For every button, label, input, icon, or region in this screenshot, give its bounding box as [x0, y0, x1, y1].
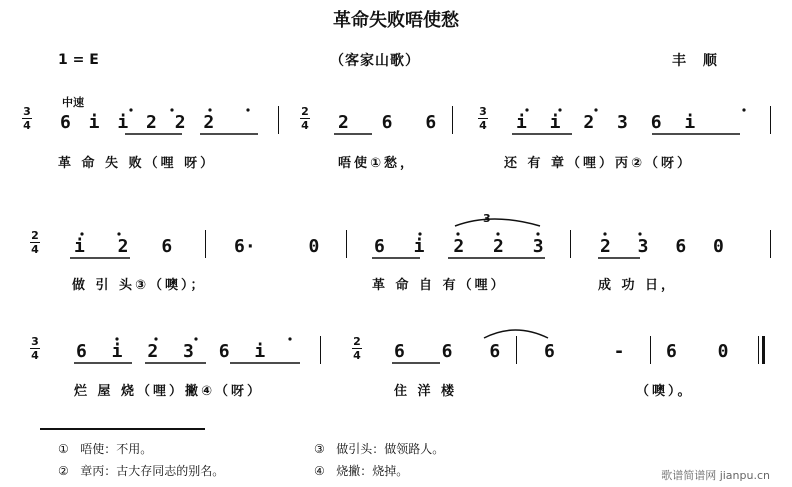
time-signature: 2 4 — [353, 335, 361, 362]
time-signature: 2 4 — [31, 229, 39, 256]
measure-notes: 6 6 6 — [394, 341, 501, 362]
triplet-mark: 3 — [483, 212, 491, 225]
footnote-2: ② 章丙：古大存同志的别名。 — [58, 464, 225, 478]
lyric-line: （噢）。 — [636, 384, 694, 399]
measure-notes: 6 i 2 3 6 i — [76, 341, 266, 362]
lyric-line: 唔使①愁， — [338, 156, 417, 171]
measure-notes: 6· 0 — [234, 236, 320, 257]
lyric-line: 住 洋 楼 — [394, 384, 458, 399]
time-signature: 3 4 — [479, 105, 487, 132]
measure-notes: 6 i i 2 2 2 — [60, 112, 215, 133]
lyric-line: 成 功 日， — [598, 278, 678, 293]
lyric-line: 革 命 失 败（哩 呀） — [58, 156, 217, 171]
measure-notes: 2 6 6 — [338, 112, 437, 133]
footnote-4: ④ 烧撇：烧掉。 — [314, 464, 409, 478]
tempo-marking: 中速 — [62, 96, 84, 109]
measure-notes: i i 2 3 6 i — [516, 112, 696, 133]
time-signature: 3 4 — [23, 105, 31, 132]
measure-notes: 6 0 — [666, 341, 729, 362]
measure-notes: i 2 6 — [74, 236, 173, 257]
footnote-rule — [40, 428, 205, 430]
time-signature: 3 4 — [31, 335, 39, 362]
measure-notes: 6 i 2 2 3 — [374, 236, 544, 257]
author: 丰 顺 — [672, 53, 723, 69]
time-signature: 2 4 — [301, 105, 309, 132]
footnote-3: ③ 做引头：做领路人。 — [314, 442, 445, 456]
lyric-line: 还 有 章（哩）丙②（呀） — [504, 156, 694, 171]
watermark: 歌谱简谱网 jianpu.cn — [661, 469, 770, 482]
page-title: 革命失败唔使愁 — [333, 10, 459, 31]
lyric-line: 烂 屋 烧（哩）撇④（呀） — [74, 384, 264, 399]
subtitle: （客家山歌） — [330, 53, 420, 69]
measure-notes: 2 3 6 0 — [600, 236, 724, 257]
measure-notes: 6 - — [544, 341, 625, 362]
lyric-line: 做 引 头③（噢）； — [72, 278, 207, 293]
footnote-1: ① 唔使：不用。 — [58, 442, 153, 456]
lyric-line: 革 命 自 有（哩） — [372, 278, 507, 293]
key-signature: 1 = E — [58, 52, 99, 68]
